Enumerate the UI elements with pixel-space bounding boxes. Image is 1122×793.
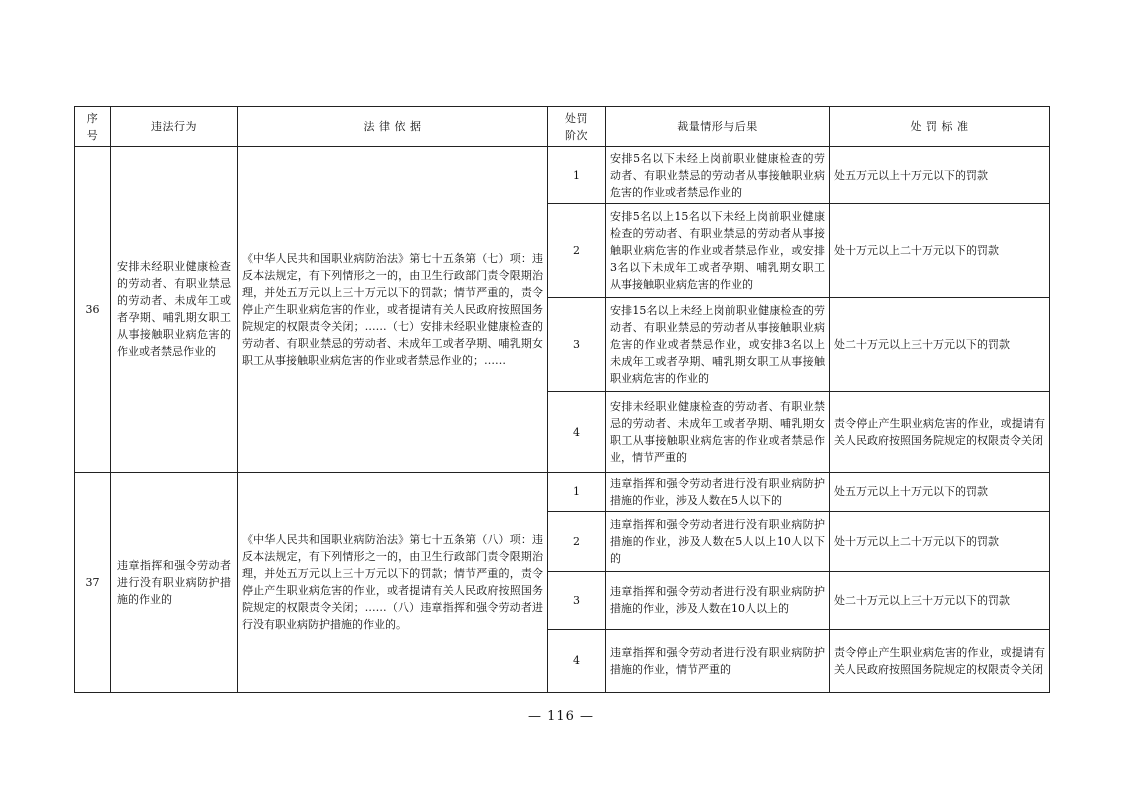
circumstance-text: 安排未经职业健康检查的劳动者、有职业禁忌的劳动者、未成年工或者孕期、哺乳期女职工从事接触职业病危害的作业或者禁忌作业，情节严重的: [606, 392, 830, 472]
page-number: — 116 —: [527, 709, 595, 724]
circumstance-text: 违章指挥和强令劳动者进行没有职业病防护措施的作业，涉及人数在5人以下的: [606, 472, 830, 511]
penalty-standard-text: 责令停止产生职业病危害的作业，或提请有关人民政府按照国务院规定的权限责令关闭: [830, 392, 1050, 472]
penalty-standard-text: 处十万元以上二十万元以下的罚款: [830, 204, 1050, 298]
penalty-standard-text: 处十万元以上二十万元以下的罚款: [830, 511, 1050, 571]
header-penalty-standard: 处 罚 标 准: [830, 107, 1050, 147]
penalty-level: 2: [548, 204, 606, 298]
circumstance-text: 违章指挥和强令劳动者进行没有职业病防护措施的作业，情节严重的: [606, 629, 830, 692]
penalty-level: 4: [548, 392, 606, 472]
circumstance-text: 安排5名以下未经上岗前职业健康检查的劳动者、有职业禁忌的劳动者从事接触职业病危害的作业或者禁忌作业的: [606, 147, 830, 204]
penalty-standard-text: 处五万元以上十万元以下的罚款: [830, 147, 1050, 204]
header-violation: 违法行为: [111, 107, 238, 147]
header-penalty-level: 处罚阶次: [548, 107, 606, 147]
circumstance-text: 违章指挥和强令劳动者进行没有职业病防护措施的作业，涉及人数在5人以上10人以下的: [606, 511, 830, 571]
item-legal-basis: 《中华人民共和国职业病防治法》第七十五条第（八）项：违反本法规定，有下列情形之一的，由卫生行政部门责令限期治理，并处五万元以上三十万元以下的罚款；情节严重的，责令停止产生职业病危害的作业，或者提请有关人民政府按照国务院规定的权限责令关闭；……（八）违章指挥和强令劳动者进行没有职业病防护措施的作业的。: [238, 472, 548, 692]
penalty-standard-text: 责令停止产生职业病危害的作业，或提请有关人民政府按照国务院规定的权限责令关闭: [830, 629, 1050, 692]
penalty-level: 2: [548, 511, 606, 571]
item-violation: 违章指挥和强令劳动者进行没有职业病防护措施的作业的: [111, 472, 238, 692]
circumstance-text: 安排15名以上未经上岗前职业健康检查的劳动者、有职业禁忌的劳动者从事接触职业病危害的作业或者禁忌作业，或安排3名以上未成年工或者孕期、哺乳期女职工从事接触职业病危害的作业的: [606, 298, 830, 392]
penalty-level: 1: [548, 147, 606, 204]
table-row: [75, 147, 1050, 204]
penalty-standard-text: 处二十万元以上三十万元以下的罚款: [830, 298, 1050, 392]
penalty-standards-table: [74, 106, 1050, 693]
penalty-standard-text: 处五万元以上十万元以下的罚款: [830, 472, 1050, 511]
penalty-level: 1: [548, 472, 606, 511]
item-legal-basis: 《中华人民共和国职业病防治法》第七十五条第（七）项：违反本法规定，有下列情形之一的，由卫生行政部门责令限期治理，并处五万元以上三十万元以下的罚款；情节严重的，责令停止产生职业病危害的作业，或者提请有关人民政府按照国务院规定的权限责令关闭；……（七）安排未经职业健康检查的劳动者、有职业禁忌的劳动者、未成年工或者孕期、哺乳期女职工从事接触职业病危害的作业或者禁忌作业的；……: [238, 147, 548, 473]
header-seq: 序号: [75, 107, 111, 147]
header-legal-basis: 法 律 依 据: [238, 107, 548, 147]
penalty-level: 4: [548, 629, 606, 692]
item-seq: 37: [75, 472, 111, 692]
table-row: [75, 472, 1050, 511]
penalty-standard-text: 处二十万元以上三十万元以下的罚款: [830, 571, 1050, 629]
circumstance-text: 安排5名以上15名以下未经上岗前职业健康检查的劳动者、有职业禁忌的劳动者从事接触职业病危害的作业或者禁忌作业，或安排3名以下未成年工或者孕期、哺乳期女职工从事接触职业病危害的作业的: [606, 204, 830, 298]
item-violation: 安排未经职业健康检查的劳动者、有职业禁忌的劳动者、未成年工或者孕期、哺乳期女职工从事接触职业病危害的作业或者禁忌作业的: [111, 147, 238, 473]
item-seq: 36: [75, 147, 111, 473]
penalty-level: 3: [548, 298, 606, 392]
circumstance-text: 违章指挥和强令劳动者进行没有职业病防护措施的作业，涉及人数在10人以上的: [606, 571, 830, 629]
table-header-row: [75, 107, 1050, 147]
penalty-level: 3: [548, 571, 606, 629]
header-circumstance: 裁量情形与后果: [606, 107, 830, 147]
